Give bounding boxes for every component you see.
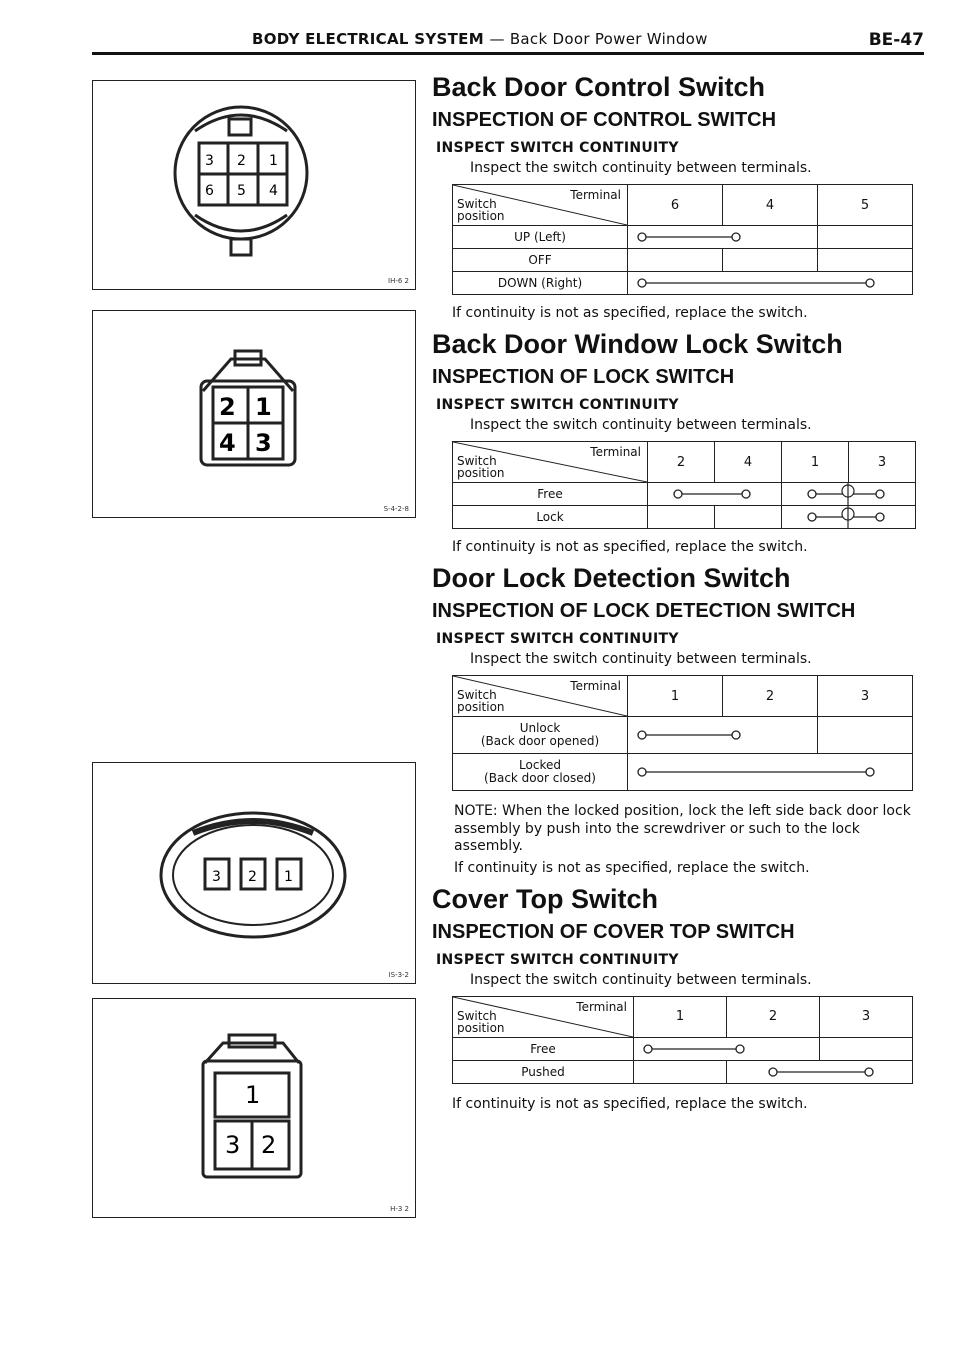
row-label: DOWN (Right) bbox=[453, 272, 628, 295]
row-label: Lock bbox=[453, 506, 648, 529]
continuity-line bbox=[634, 1037, 820, 1060]
table-corner: Terminal Switch position bbox=[453, 676, 628, 717]
terminal-header: 1 bbox=[628, 676, 723, 717]
connector-4pin-drawing bbox=[93, 311, 413, 511]
pin-label: 1 bbox=[284, 869, 293, 885]
terminal-header: 4 bbox=[723, 185, 818, 226]
continuity-line bbox=[782, 506, 916, 529]
terminal-header: 4 bbox=[715, 442, 782, 483]
row-label: OFF bbox=[453, 249, 628, 272]
continuity-table bbox=[452, 675, 913, 791]
continuity-line bbox=[782, 483, 916, 506]
pin-label: 1 bbox=[269, 153, 278, 169]
connector-3pin-drawing bbox=[93, 999, 413, 1209]
section-title: Cover Top Switch bbox=[432, 883, 659, 914]
pin-label: 5 bbox=[237, 183, 246, 199]
figure-cover-top-connector bbox=[92, 998, 416, 1218]
terminal-header: 2 bbox=[727, 996, 820, 1037]
instruction-text: Inspect the switch continuity between terminals. bbox=[470, 971, 812, 988]
note-text: NOTE: When the locked position, lock the left side back door lock assembly by push into the screwdriver or such to the lock assembly. bbox=[454, 803, 911, 855]
terminal-header: 2 bbox=[648, 442, 715, 483]
terminal-header: 6 bbox=[628, 185, 723, 226]
row-label: Pushed bbox=[453, 1060, 634, 1083]
pin-label: 3 bbox=[225, 1131, 241, 1159]
step-heading: INSPECT SWITCH CONTINUITY bbox=[436, 140, 679, 157]
step-heading: INSPECT SWITCH CONTINUITY bbox=[436, 397, 679, 414]
pin-label: 3 bbox=[212, 869, 221, 885]
row-label: Unlock (Back door opened) bbox=[453, 717, 628, 754]
figure-code: IH-6 2 bbox=[388, 277, 409, 285]
page-number: BE-47 bbox=[868, 30, 924, 50]
pin-label: 2 bbox=[248, 869, 257, 885]
terminal-header: 5 bbox=[818, 185, 913, 226]
connector-6pin-drawing bbox=[93, 81, 413, 281]
content-column bbox=[432, 72, 922, 1112]
step-heading: INSPECT SWITCH CONTINUITY bbox=[436, 631, 679, 648]
pin-label: 4 bbox=[269, 183, 278, 199]
connector-3pin-drawing bbox=[93, 763, 413, 975]
table-corner: Terminal Switch position bbox=[453, 996, 634, 1037]
section-title: Door Lock Detection Switch bbox=[432, 563, 791, 594]
continuity-table bbox=[452, 441, 916, 529]
figure-code: H-3 2 bbox=[390, 1205, 409, 1213]
terminal-header: 2 bbox=[723, 676, 818, 717]
continuity-line bbox=[628, 272, 913, 295]
section-title: Back Door Window Lock Switch bbox=[432, 329, 843, 360]
pin-label: 4 bbox=[219, 429, 236, 457]
figure-code: S-4-2-8 bbox=[383, 505, 409, 513]
table-corner: Terminal Switch position bbox=[453, 442, 648, 483]
header-rule bbox=[92, 52, 924, 55]
row-label: Free bbox=[453, 483, 648, 506]
pin-label: 1 bbox=[245, 1081, 261, 1109]
terminal-header: 3 bbox=[849, 442, 916, 483]
instruction-text: Inspect the switch continuity between terminals. bbox=[470, 651, 812, 668]
continuity-table bbox=[452, 996, 913, 1084]
pin-label: 3 bbox=[205, 153, 214, 169]
figure-lock-switch-connector bbox=[92, 310, 416, 518]
section-subtitle: INSPECTION OF LOCK SWITCH bbox=[432, 366, 735, 389]
continuity-line bbox=[727, 1060, 913, 1083]
continuity-table bbox=[452, 184, 913, 295]
pin-label: 2 bbox=[261, 1131, 277, 1159]
continuity-line bbox=[628, 226, 818, 249]
pin-label: 6 bbox=[205, 183, 214, 199]
section-subtitle: INSPECTION OF CONTROL SWITCH bbox=[432, 109, 777, 132]
terminal-header: 1 bbox=[782, 442, 849, 483]
section-subtitle: INSPECTION OF LOCK DETECTION SWITCH bbox=[432, 600, 856, 623]
row-label: Free bbox=[453, 1037, 634, 1060]
row-label: Locked (Back door closed) bbox=[453, 754, 628, 791]
result-text: If continuity is not as specified, replace the switch. bbox=[452, 1095, 808, 1112]
continuity-line bbox=[628, 717, 818, 754]
figure-lock-detection-connector bbox=[92, 762, 416, 984]
terminal-header: 1 bbox=[634, 996, 727, 1037]
pin-label: 3 bbox=[255, 429, 272, 457]
instruction-text: Inspect the switch continuity between terminals. bbox=[470, 417, 812, 434]
pin-label: 2 bbox=[219, 393, 236, 421]
result-text: If continuity is not as specified, replace the switch. bbox=[452, 305, 808, 322]
continuity-line bbox=[648, 483, 782, 506]
section-subtitle: INSPECTION OF COVER TOP SWITCH bbox=[432, 920, 795, 943]
section-title: Back Door Control Switch bbox=[432, 72, 766, 102]
result-text: If continuity is not as specified, replace the switch. bbox=[452, 539, 808, 556]
pin-label: 1 bbox=[255, 393, 272, 421]
figure-control-switch-connector bbox=[92, 80, 416, 290]
pin-label: 2 bbox=[237, 153, 246, 169]
row-label: UP (Left) bbox=[453, 226, 628, 249]
page-header bbox=[92, 30, 924, 52]
instruction-text: Inspect the switch continuity between terminals. bbox=[470, 160, 812, 177]
continuity-line bbox=[628, 754, 913, 791]
figure-code: IS-3-2 bbox=[388, 971, 409, 979]
result-text: If continuity is not as specified, replace the switch. bbox=[454, 859, 810, 876]
terminal-header: 3 bbox=[820, 996, 913, 1037]
step-heading: INSPECT SWITCH CONTINUITY bbox=[436, 951, 679, 968]
header-title: BODY ELECTRICAL SYSTEM — Back Door Power Window bbox=[252, 30, 708, 48]
table-corner: Terminal Switch position bbox=[453, 185, 628, 226]
terminal-header: 3 bbox=[818, 676, 913, 717]
